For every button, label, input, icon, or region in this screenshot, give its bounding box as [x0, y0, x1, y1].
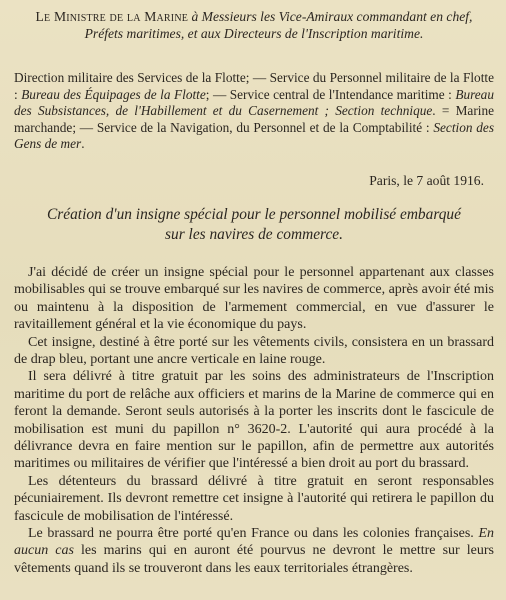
- paragraph-3: Il sera délivré à titre gratuit par les soins des administrateurs de l'Inscription maritime du port de relâche aux officiers et marins de la Marine de commerce qui en feront la demande. Seront seuls autorisés à la porter les inscrits dont le fascicule de mobilisation est muni du papillon n° 3620-2. L'autorité qui aura procédé à la délivrance devra en faire mention sur le papillon, afin de permettre aux autorités maritimes ou militaires de vérifier que l'intéressé a bien droit au port du brassard.: [14, 369, 494, 472]
- circular-title: [14, 205, 494, 245]
- direction-text-1: Direction militaire des Services de la Flotte; — Service du Personnel militaire de la Flotte :: [14, 70, 494, 102]
- paragraph-1: J'ai décidé de créer un insigne spécial pour le personnel appartenant aux classes mobilisables qui se trouve embarqué sur les navires de commerce, après avoir été mis ou maintenu à la disposition de l'armement commercial, en vue d'assurer le ravitaillement général et la vie économique du pays.: [14, 264, 494, 333]
- title-line-2: sur les navires de commerce.: [165, 225, 343, 243]
- letter-body: [14, 264, 494, 577]
- direction-block: [14, 70, 494, 153]
- paragraph-2: Cet insigne, destiné à être porté sur les vêtements civils, consistera en un brassard de drap bleu, portant une ancre verticale en laine rouge.: [14, 334, 494, 367]
- header-line-1: [14, 8, 494, 25]
- paragraph-5: [14, 525, 494, 577]
- recipients-part-1: à Messieurs les Vice-Amiraux commandant en chef,: [188, 9, 473, 24]
- paragraph-5-text-b: les marins qui en auront été pourvus ne devront le mettre sur leurs vêtements quand ils se trouveront dans les eaux territoriales étrangères.: [14, 543, 494, 576]
- sender: Le Ministre de la Marine: [35, 9, 189, 24]
- recipients-part-2: Préfets maritimes, et aux Directeurs de l'Inscription maritime.: [84, 26, 424, 41]
- direction-text-end: .: [81, 136, 85, 152]
- direction-bureau-1: Bureau des Équipages de la Flotte: [21, 86, 206, 102]
- paragraph-5-text-a: Le brassard ne pourra être porté qu'en France ou dans les colonies françaises.: [28, 526, 479, 542]
- title-line-1: Création d'un insigne spécial pour le personnel mobilisé embarqué: [47, 205, 461, 223]
- direction-section-3: Section des Gens de mer: [14, 119, 495, 152]
- direction-text-3: . = Marine marchande; — Service de la Navigation, du Personnel et de la Comptabilité :: [14, 103, 494, 135]
- direction-text-2: ; — Service central de l'Intendance maritime :: [205, 86, 456, 102]
- direction-bureau-2: Bureau des Subsistances, de l'Habillement et du Casernement ; Section technique: [14, 86, 494, 119]
- letter-header: [14, 8, 494, 42]
- letter-date: Paris, le 7 août 1916.: [369, 172, 484, 188]
- paragraph-4: Les détenteurs du brassard délivré à titre gratuit en seront responsables pécuniairement. Ils devront remettre cet insigne à l'autorité qui retirera le papillon du fascicule de mobilisation de l'intéressé.: [14, 473, 494, 524]
- paragraph-5-emphasis: En aucun cas: [14, 526, 494, 559]
